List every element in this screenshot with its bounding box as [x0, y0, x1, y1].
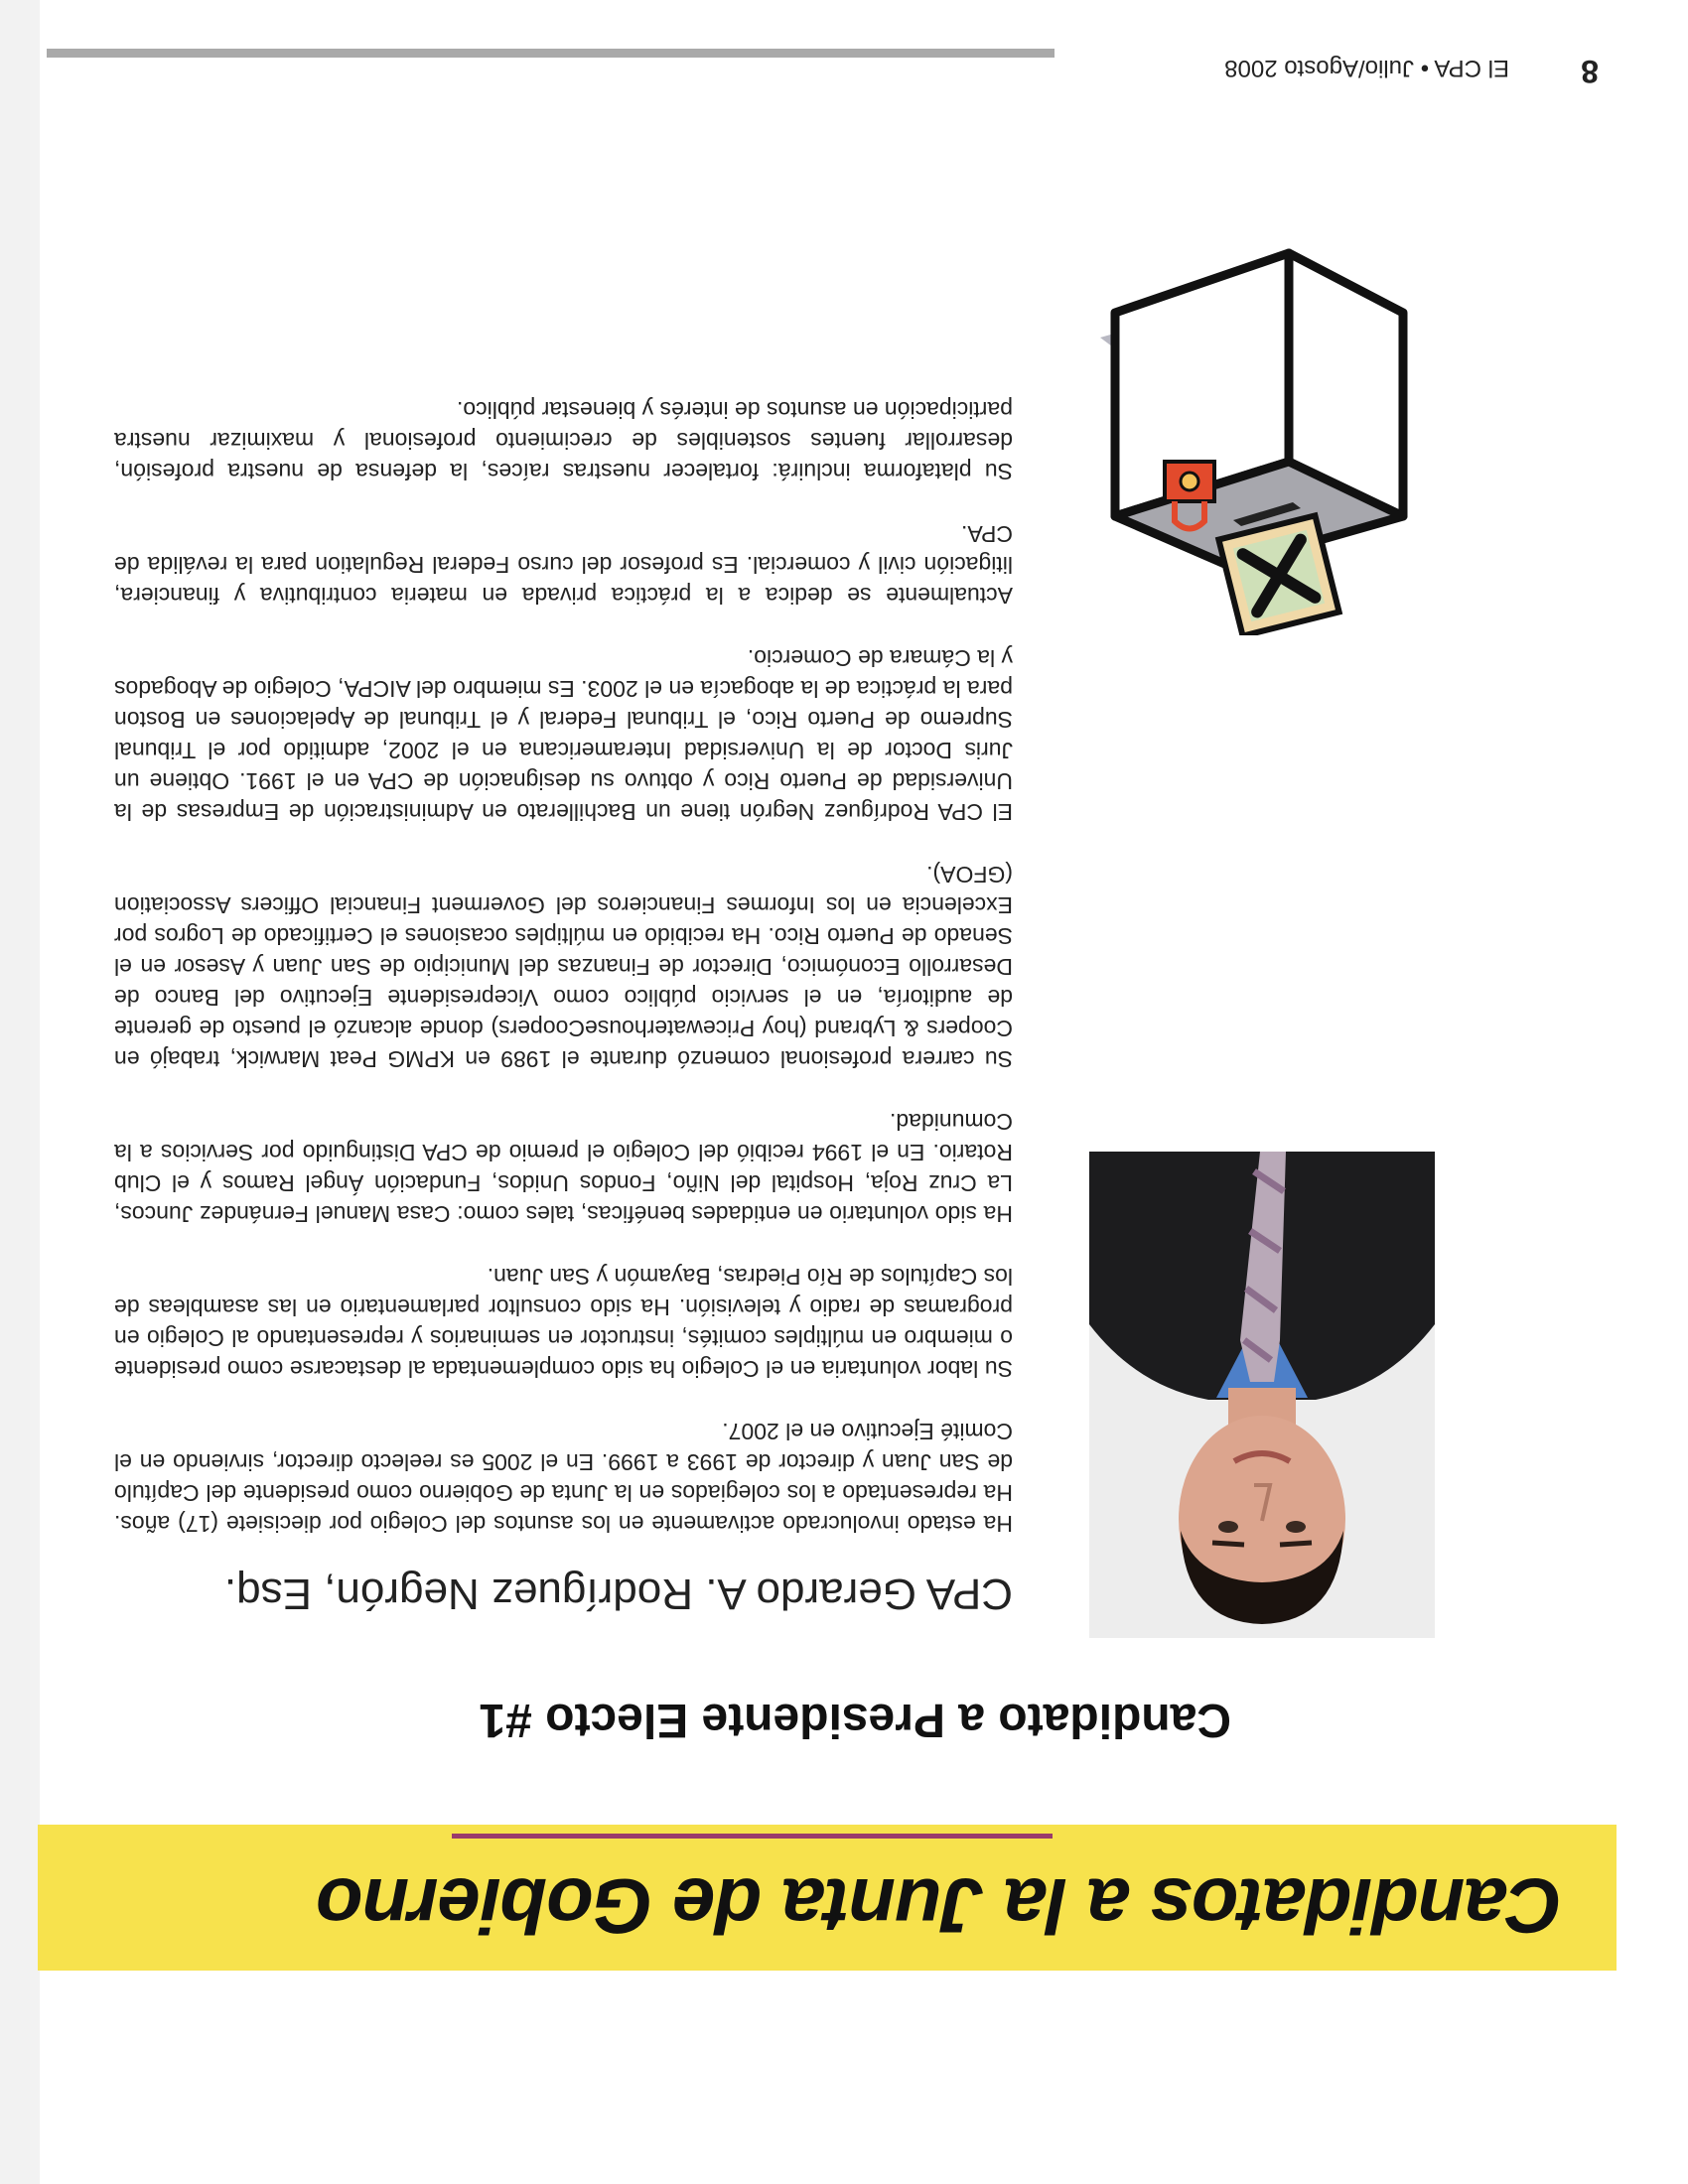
footer-rule — [47, 49, 1055, 58]
publication-line: El CPA • Julio/Agosto 2008 — [1224, 55, 1509, 81]
page-edge — [0, 0, 40, 2184]
banner-accent-rule — [452, 1834, 1053, 1839]
candidate-heading: Candidato a Presidente Electo #1 — [479, 1694, 1231, 1746]
bio-paragraph: Su carrera profesional comenzó durante el 1989 en KPMG Peat Marwick, trabajó en Coopers & Lybrand (hoy PricewaterhouseCoopers) donde alcanzó el puesto de gerente de auditoría, en el servicio público como Vicepresidente Ejecutivo del Banco de Desarrollo Económico, Director de Finanzas del Municipio de San Juan y Asesor en el Senado de Puerto Rico. Ha recibido en múltiples ocasiones el Certificado de Logros por Excelencia en los Informes Financieros del Goverment Financial Officers Association (GFOA). — [114, 862, 1013, 1072]
page-number: 8 — [1581, 54, 1599, 89]
banner-title: Candidatos a la Junta de Gobierno — [316, 1862, 1562, 1950]
candidate-name: CPA Gerardo A. Rodríguez Negrón, Esq. — [223, 1570, 1013, 1618]
bio-paragraph: Ha estado involucrado activamente en los asuntos del Colegio por diecisiete (17) años. Ha representado a los colegiados en la Junta de Gobierno como presidente del Capítulo de San Juan y director de 1993 a 1999. En el 2005 es reelecto director, sirviendo en el Comité Ejecutivo en el 2007. — [114, 1419, 1013, 1537]
candidate-bio — [114, 362, 1013, 1539]
ballot-box-icon — [1090, 208, 1428, 635]
bio-paragraph: Ha sido voluntario en entidades benéficas, tales como: Casa Manuel Fernández Juncos, La Cruz Roja, Hospital del Niño, Fondos Unidos, Fundación Ángel Ramos y el Club Rotario. En el 1994 recibió del Colegio el premio de CPA Distinguido por Servicios a la Comunidad. — [114, 1109, 1013, 1227]
bio-paragraph: Actualmente se dedica a la práctica privada en materia contributiva y financiera, litigación civil y comercial. Es profesor del curso Federal Regulation para la reválida de CPA. — [114, 521, 1013, 609]
candidate-photo — [1089, 1152, 1435, 1638]
portrait-icon — [1089, 1152, 1435, 1638]
bio-paragraph: Su plataforma incluirá: fortalecer nuestras raíces, la defensa de nuestra profesión, desarrollar fuentes sostenibles de crecimiento profesional y maximizar nuestra participación en asuntos de interés y bienestar público. — [114, 397, 1013, 484]
ballot-box-illustration — [1090, 208, 1428, 635]
section-banner — [38, 1825, 1617, 1971]
bio-paragraph: El CPA Rodríguez Negrón tiene un Bachillerato en Administración de Empresas de la Universidad de Puerto Rico y obtuvo su designación de CPA en el 1991. Obtiene un Juris Doctor de la Universidad Interamericana en el 2002, admitido por el Tribunal Supremo de Puerto Rico, el Tribunal Federal y el Tribunal de Apelaciones en Boston para la práctica de la abogacía en el 2003. Es miembro del AICPA, Colegio de Abogados y la Cámara de Comercio. — [114, 645, 1013, 825]
bio-paragraph: Su labor voluntaria en el Colegio ha sido complementada al destacarse como presidente o miembro en múltiples comités, instructor en seminarios y representando al Colegio en programas de radio y televisión. Ha sido consultor parlamentario en las asambleas de los Capítulos de Río Piedras, Bayamón y San Juan. — [114, 1264, 1013, 1382]
